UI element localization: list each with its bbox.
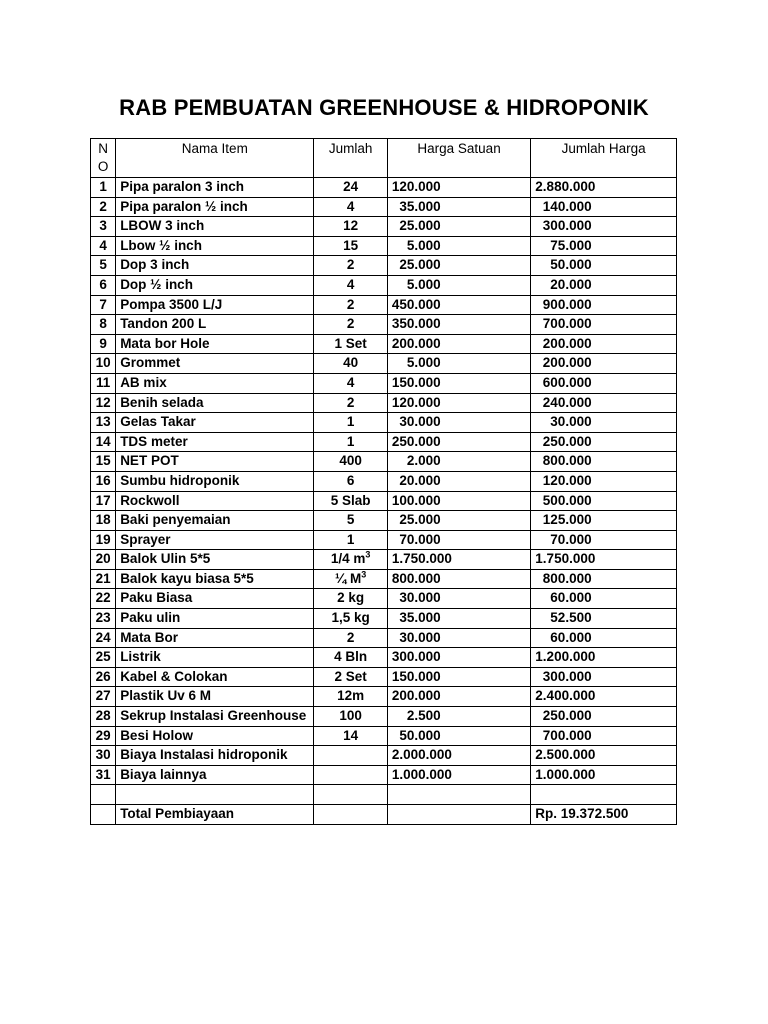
item-unit-price: 1.750.000 [387, 550, 530, 570]
item-unit-price: 1.000.000 [387, 765, 530, 785]
table-row [91, 707, 677, 727]
table-row [91, 354, 677, 374]
row-number: 7 [91, 295, 116, 315]
item-quantity: 1 [314, 413, 387, 433]
row-number: 11 [91, 373, 116, 393]
item-name: Sumbu hidroponik [116, 471, 314, 491]
row-number: 20 [91, 550, 116, 570]
item-name: Kabel & Colokan [116, 667, 314, 687]
item-quantity: 400 [314, 452, 387, 472]
item-unit-price: 25.000 [387, 511, 530, 531]
item-name: Listrik [116, 648, 314, 668]
item-unit-price: 150.000 [387, 667, 530, 687]
total-row [91, 805, 677, 825]
item-total-price: 250.000 [531, 707, 677, 727]
table-header-row [91, 139, 677, 178]
item-name: AB mix [116, 373, 314, 393]
item-unit-price: 25.000 [387, 217, 530, 237]
item-quantity: 2 kg [314, 589, 387, 609]
item-total-price: 200.000 [531, 334, 677, 354]
item-unit-price: 800.000 [387, 569, 530, 589]
item-total-price: 900.000 [531, 295, 677, 315]
row-number: 9 [91, 334, 116, 354]
item-unit-price: 20.000 [387, 471, 530, 491]
item-unit-price: 30.000 [387, 589, 530, 609]
row-number: 29 [91, 726, 116, 746]
item-quantity: 24 [314, 178, 387, 198]
item-unit-price: 30.000 [387, 628, 530, 648]
item-total-price: 60.000 [531, 628, 677, 648]
row-number: 26 [91, 667, 116, 687]
item-unit-price: 5.000 [387, 275, 530, 295]
table-row [91, 315, 677, 335]
item-quantity: 100 [314, 707, 387, 727]
item-name: Benih selada [116, 393, 314, 413]
row-number: 3 [91, 217, 116, 237]
item-total-price: 250.000 [531, 432, 677, 452]
item-unit-price: 250.000 [387, 432, 530, 452]
item-total-price: 1.750.000 [531, 550, 677, 570]
item-unit-price: 100.000 [387, 491, 530, 511]
item-name: Pompa 3500 L/J [116, 295, 314, 315]
item-total-price: 800.000 [531, 452, 677, 472]
item-quantity: 2 [314, 295, 387, 315]
row-number: 18 [91, 511, 116, 531]
item-total-price: 120.000 [531, 471, 677, 491]
item-total-price: 20.000 [531, 275, 677, 295]
item-name: Mata Bor [116, 628, 314, 648]
table-row [91, 334, 677, 354]
table-row [91, 667, 677, 687]
item-name: Lbow ½ inch [116, 236, 314, 256]
item-quantity: 2 Set [314, 667, 387, 687]
row-number: 15 [91, 452, 116, 472]
table-row [91, 765, 677, 785]
item-unit-price: 35.000 [387, 609, 530, 629]
table-body [91, 178, 677, 785]
row-number: 28 [91, 707, 116, 727]
item-name: Balok kayu biasa 5*5 [116, 569, 314, 589]
table-row [91, 217, 677, 237]
item-total-price: 2.400.000 [531, 687, 677, 707]
item-unit-price: 200.000 [387, 687, 530, 707]
item-name: Plastik Uv 6 M [116, 687, 314, 707]
table-row [91, 628, 677, 648]
table-row [91, 687, 677, 707]
item-unit-price: 35.000 [387, 197, 530, 217]
item-total-price: 125.000 [531, 511, 677, 531]
item-total-price: 700.000 [531, 315, 677, 335]
item-total-price: 60.000 [531, 589, 677, 609]
row-number: 25 [91, 648, 116, 668]
item-unit-price: 150.000 [387, 373, 530, 393]
table-row [91, 256, 677, 276]
row-number: 30 [91, 746, 116, 766]
item-total-price: 300.000 [531, 217, 677, 237]
row-number: 2 [91, 197, 116, 217]
table-row [91, 491, 677, 511]
row-number: 14 [91, 432, 116, 452]
row-number: 24 [91, 628, 116, 648]
table-row [91, 589, 677, 609]
item-unit-price: 5.000 [387, 354, 530, 374]
row-number: 13 [91, 413, 116, 433]
item-unit-price: 120.000 [387, 393, 530, 413]
item-total-price: 1.200.000 [531, 648, 677, 668]
item-quantity: 1 Set [314, 334, 387, 354]
item-total-price: 30.000 [531, 413, 677, 433]
item-total-price: 70.000 [531, 530, 677, 550]
item-quantity: 2 [314, 256, 387, 276]
row-number: 16 [91, 471, 116, 491]
item-unit-price: 300.000 [387, 648, 530, 668]
header-qty: Jumlah [314, 139, 387, 178]
item-name: Mata bor Hole [116, 334, 314, 354]
item-name: LBOW 3 inch [116, 217, 314, 237]
item-quantity: 15 [314, 236, 387, 256]
table-row [91, 471, 677, 491]
item-name: Paku ulin [116, 609, 314, 629]
row-number: 23 [91, 609, 116, 629]
header-no-line2: O [97, 159, 109, 174]
item-name: Balok Ulin 5*5 [116, 550, 314, 570]
item-quantity: ¼ $M^3$ [314, 569, 387, 589]
item-quantity: 12 [314, 217, 387, 237]
row-number: 19 [91, 530, 116, 550]
item-total-price: 52.500 [531, 609, 677, 629]
item-name: Besi Holow [116, 726, 314, 746]
quantity-superscript: 3 [361, 569, 367, 580]
item-quantity: 2 [314, 628, 387, 648]
item-total-price: 240.000 [531, 393, 677, 413]
item-quantity [314, 746, 387, 766]
item-unit-price: 5.000 [387, 236, 530, 256]
item-unit-price: 200.000 [387, 334, 530, 354]
item-total-price: 140.000 [531, 197, 677, 217]
row-number: 4 [91, 236, 116, 256]
item-quantity: 1 [314, 432, 387, 452]
item-total-price: 500.000 [531, 491, 677, 511]
item-unit-price: 350.000 [387, 315, 530, 335]
item-name: Paku Biasa [116, 589, 314, 609]
item-total-price: 800.000 [531, 569, 677, 589]
item-total-price: 300.000 [531, 667, 677, 687]
header-name: Nama Item [116, 139, 314, 178]
row-number: 22 [91, 589, 116, 609]
row-number: 5 [91, 256, 116, 276]
item-quantity: 1/4 $m^3$ [314, 550, 387, 570]
row-number: 17 [91, 491, 116, 511]
item-name: Biaya lainnya [116, 765, 314, 785]
table-row [91, 569, 677, 589]
table-row [91, 393, 677, 413]
item-total-price: 600.000 [531, 373, 677, 393]
item-total-price: 1.000.000 [531, 765, 677, 785]
item-quantity: 14 [314, 726, 387, 746]
item-name: Tandon 200 L [116, 315, 314, 335]
table-row [91, 178, 677, 198]
item-quantity: 2 [314, 315, 387, 335]
item-quantity: 4 [314, 275, 387, 295]
item-unit-price: 2.000.000 [387, 746, 530, 766]
quantity-superscript: 3 [365, 549, 371, 560]
table-row [91, 432, 677, 452]
item-total-price: 75.000 [531, 236, 677, 256]
item-quantity: 40 [314, 354, 387, 374]
item-name: Pipa paralon 3 inch [116, 178, 314, 198]
table-row [91, 648, 677, 668]
item-name: Pipa paralon ½ inch [116, 197, 314, 217]
item-quantity: 4 [314, 197, 387, 217]
table-row [91, 452, 677, 472]
item-unit-price: 70.000 [387, 530, 530, 550]
row-number: 12 [91, 393, 116, 413]
item-quantity: 4 [314, 373, 387, 393]
item-unit-price: 120.000 [387, 178, 530, 198]
table-row [91, 275, 677, 295]
row-number: 31 [91, 765, 116, 785]
item-name: TDS meter [116, 432, 314, 452]
item-name: Dop 3 inch [116, 256, 314, 276]
budget-table [90, 138, 677, 825]
item-total-price: 700.000 [531, 726, 677, 746]
item-unit-price: 2.500 [387, 707, 530, 727]
total-label: Total Pembiayaan [116, 805, 314, 825]
item-quantity: 1 [314, 530, 387, 550]
table-row [91, 197, 677, 217]
item-quantity: 4 Bln [314, 648, 387, 668]
item-total-price: 50.000 [531, 256, 677, 276]
empty-row [91, 785, 677, 805]
item-quantity: 1,5 kg [314, 609, 387, 629]
item-name: Gelas Takar [116, 413, 314, 433]
item-unit-price: 450.000 [387, 295, 530, 315]
row-number: 6 [91, 275, 116, 295]
row-number: 27 [91, 687, 116, 707]
item-name: NET POT [116, 452, 314, 472]
table-row [91, 511, 677, 531]
table-row [91, 373, 677, 393]
item-quantity: 5 Slab [314, 491, 387, 511]
item-total-price: 2.500.000 [531, 746, 677, 766]
table-row [91, 746, 677, 766]
row-number: 21 [91, 569, 116, 589]
header-no [91, 139, 116, 178]
item-name: Dop ½ inch [116, 275, 314, 295]
header-price: Harga Satuan [387, 139, 530, 178]
item-name: Sprayer [116, 530, 314, 550]
item-name: Sekrup Instalasi Greenhouse [116, 707, 314, 727]
row-number: 8 [91, 315, 116, 335]
header-total: Jumlah Harga [531, 139, 677, 178]
item-unit-price: 30.000 [387, 413, 530, 433]
table-row [91, 236, 677, 256]
item-quantity [314, 765, 387, 785]
row-number: 10 [91, 354, 116, 374]
header-no-line1: N [98, 141, 108, 156]
item-unit-price: 50.000 [387, 726, 530, 746]
item-quantity: 12m [314, 687, 387, 707]
table-row [91, 413, 677, 433]
total-value: Rp. 19.372.500 [531, 805, 677, 825]
table-row [91, 609, 677, 629]
item-quantity: 5 [314, 511, 387, 531]
table-row [91, 550, 677, 570]
item-quantity: 2 [314, 393, 387, 413]
item-quantity: 6 [314, 471, 387, 491]
item-name: Baki penyemaian [116, 511, 314, 531]
document-title: RAB PEMBUATAN GREENHOUSE & HIDROPONIK [119, 95, 649, 120]
item-unit-price: 2.000 [387, 452, 530, 472]
item-name: Rockwoll [116, 491, 314, 511]
table-row [91, 295, 677, 315]
item-unit-price: 25.000 [387, 256, 530, 276]
table-row [91, 530, 677, 550]
row-number: 1 [91, 178, 116, 198]
table-row [91, 726, 677, 746]
item-name: Biaya Instalasi hidroponik [116, 746, 314, 766]
item-total-price: 2.880.000 [531, 178, 677, 198]
item-total-price: 200.000 [531, 354, 677, 374]
item-name: Grommet [116, 354, 314, 374]
